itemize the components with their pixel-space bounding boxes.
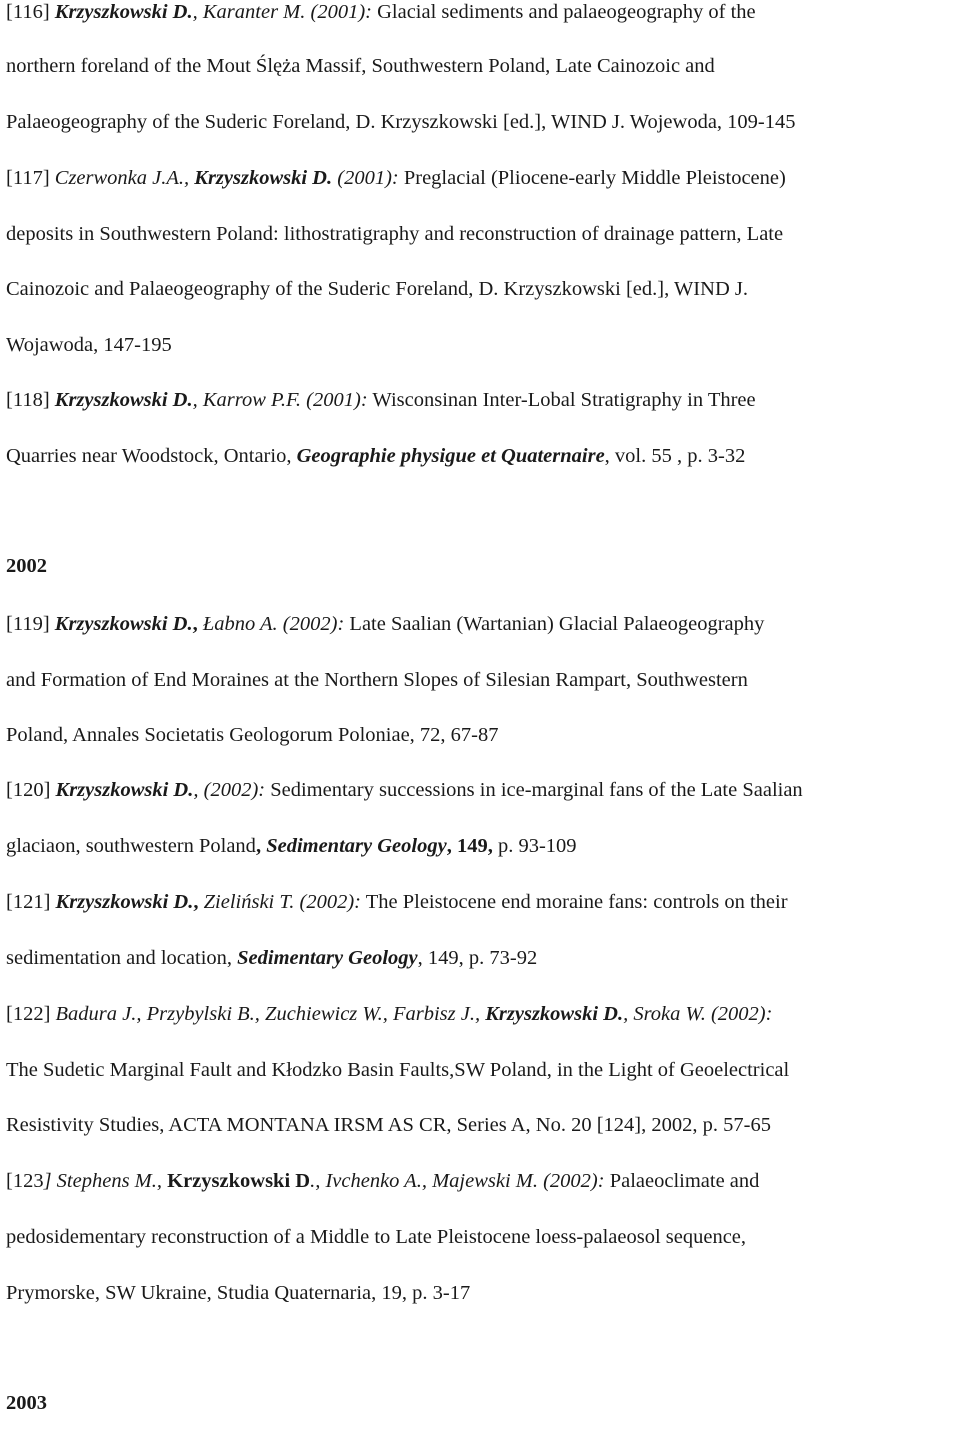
reference-text-segment: Krzyszkowski D. [55, 779, 194, 801]
reference-text-segment: Krzyszkowski D. [54, 389, 193, 411]
reference-text-segment: [116] [6, 1, 55, 23]
reference-text-segment: , Karanter M. (2001): [192, 1, 372, 23]
reference-text-segment: p. 93-109 [492, 835, 577, 857]
reference-text-segment: , Karrow P.F. (2001): [192, 389, 368, 411]
reference-text-segment: northern foreland of the Mout Ślęża Massif, Southwestern Poland, Late Cainozoic and [6, 55, 715, 77]
reference-line [6, 372, 960, 428]
reference-text-segment: deposits in Southwestern Poland: lithostratigraphy and reconstruction of drainage pattern, Late [6, 223, 784, 245]
reference-text-segment: [121] [6, 891, 56, 913]
reference-text-segment: Krzyszkowski D. [485, 1003, 624, 1025]
reference-line [6, 1265, 960, 1321]
reference-text-segment: [123 [6, 1170, 44, 1192]
reference-text-segment: Krzyszkowski D. [194, 167, 333, 189]
reference-text-segment: [119] [6, 613, 55, 635]
reference-text-segment: (2001): [332, 167, 399, 189]
reference-text-segment: Sedimentary Geology [266, 835, 447, 857]
reference-text-segment: pedosidementary reconstruction of a Middle to Late Pleistocene loess-palaeosol sequence, [6, 1226, 747, 1248]
reference-line [6, 38, 960, 94]
reference-text-segment: , [192, 613, 203, 635]
reference-text-segment: [117] [6, 167, 55, 189]
reference-line [6, 150, 960, 206]
reference-text-segment: ., Ivchenko A., Majewski M. (2002): [310, 1170, 605, 1192]
reference-text-segment: Krzyszkowski D. [54, 613, 193, 635]
reference-line [6, 930, 960, 986]
reference-text-segment: , (2002): [193, 779, 266, 801]
reference-line [6, 874, 960, 930]
reference-text-segment: Poland, Annales Societatis Geologorum Poloniae, 72, 67-87 [6, 724, 499, 746]
reference-text-segment: Glacial sediments and palaeogeography of the [371, 1, 756, 23]
reference-line [6, 1209, 960, 1265]
reference-line [6, 206, 960, 262]
reference-line [6, 1097, 960, 1153]
reference-line [6, 596, 960, 652]
reference-line [6, 0, 960, 40]
reference-text-segment: , [255, 835, 267, 857]
reference-line [6, 762, 960, 818]
reference-text-segment: sedimentation and location, [6, 947, 238, 969]
reference-text-segment: [122] [6, 1003, 56, 1025]
year-heading: 2003 [6, 1392, 47, 1414]
reference-text-segment: Sedimentary Geology [237, 947, 418, 969]
reference-line [6, 94, 960, 150]
reference-text-segment: , 149, p. 73-92 [417, 947, 538, 969]
reference-text-segment: Sedimentary successions in ice-marginal fans of the Late Saalian [265, 779, 803, 801]
reference-text-segment: , vol. 55 , p. 3-32 [604, 445, 746, 467]
reference-line [6, 1153, 960, 1209]
reference-text-segment: Czerwonka J.A., [54, 167, 195, 189]
reference-text-segment: Cainozoic and Palaeogeography of the Suderic Foreland, D. Krzyszkowski [ed.], WIND J. [6, 278, 748, 300]
reference-text-segment: The Sudetic Marginal Fault and Kłodzko Basin Faults,SW Poland, in the Light of Geoelectrical [6, 1059, 790, 1081]
year-heading: 2002 [6, 555, 47, 577]
reference-text-segment: glaciaon, southwestern Poland [6, 835, 256, 857]
reference-text-segment: [120] [6, 779, 56, 801]
reference-text-segment: [118] [6, 389, 55, 411]
reference-text-segment: Krzyszkowski D. [55, 891, 194, 913]
reference-text-segment: Krzyszkowski D [167, 1170, 311, 1192]
reference-text-segment: Wojawoda, 147-195 [6, 334, 172, 356]
reference-text-segment: ] Stephens M., [43, 1170, 168, 1192]
reference-text-segment: Preglacial (Pliocene-early Middle Pleistocene) [398, 167, 786, 189]
reference-text-segment: Wisconsinan Inter-Lobal Stratigraphy in Three [367, 389, 756, 411]
reference-text-segment: Prymorske, SW Ukraine, Studia Quaternaria, 19, p. 3-17 [6, 1282, 471, 1304]
reference-line [6, 986, 960, 1042]
reference-text-segment: Quarries near Woodstock, Ontario, [6, 445, 297, 467]
reference-text-segment: , [193, 891, 204, 913]
reference-line [6, 261, 960, 317]
reference-text-segment: , 149, [446, 835, 493, 857]
reference-text-segment: Resistivity Studies, ACTA MONTANA IRSM AS CR, Series A, No. 20 [124], 2002, p. 57-65 [6, 1114, 771, 1136]
reference-text-segment: Łabno A. (2002): [202, 613, 345, 635]
reference-line [6, 428, 960, 484]
reference-text-segment: and Formation of End Moraines at the Northern Slopes of Silesian Rampart, Southwestern [6, 669, 748, 691]
reference-text-segment: Badura J., Przybylski B., Zuchiewicz W., Farbisz J., [55, 1003, 486, 1025]
reference-text-segment: Palaeogeography of the Suderic Foreland, D. Krzyszkowski [ed.], WIND J. Wojewoda, 109-145 [6, 111, 796, 133]
reference-text-segment: Zieliński T. (2002): [203, 891, 361, 913]
reference-line [6, 818, 960, 874]
reference-line [6, 707, 960, 763]
reference-line [6, 652, 960, 708]
reference-line [6, 1042, 960, 1098]
reference-text-segment: Late Saalian (Wartanian) Glacial Palaeogeography [344, 613, 765, 635]
reference-line [6, 317, 960, 373]
reference-text-segment: Krzyszkowski D. [54, 1, 193, 23]
reference-text-segment: The Pleistocene end moraine fans: controls on their [360, 891, 788, 913]
reference-text-segment: Geographie physigue et Quaternaire [296, 445, 605, 467]
reference-text-segment: Palaeoclimate and [604, 1170, 760, 1192]
reference-text-segment: , Sroka W. (2002): [623, 1003, 773, 1025]
